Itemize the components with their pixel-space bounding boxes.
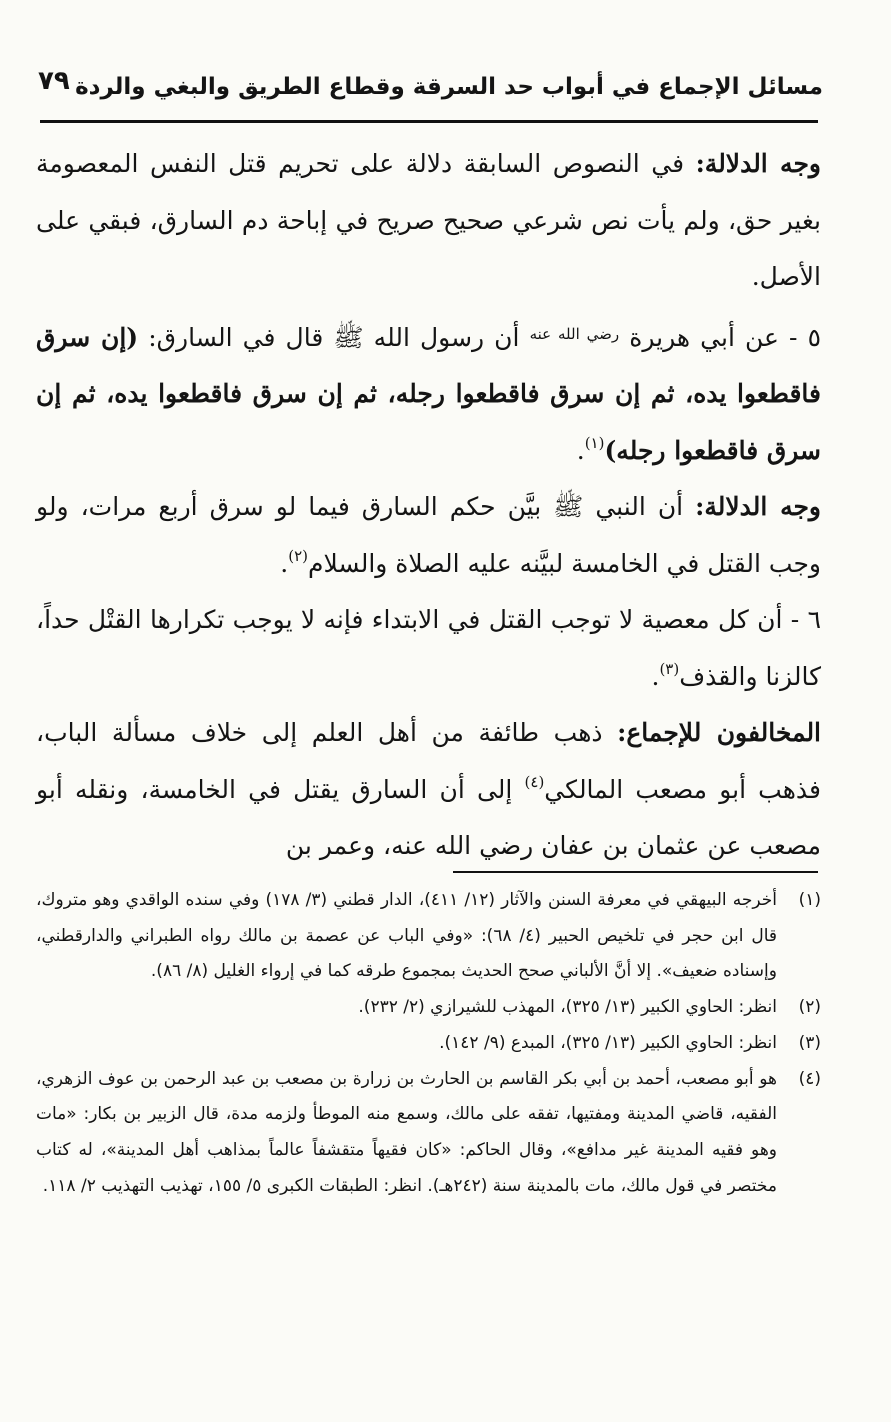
- honorific-companion: رضي الله عنه: [529, 324, 620, 343]
- footnote-number: (٢): [798, 997, 821, 1018]
- main-text: [36, 136, 821, 875]
- paragraph-end: .: [651, 661, 660, 691]
- footnotes: [36, 883, 821, 1204]
- header-rule: [40, 120, 818, 123]
- paragraph-end: .: [576, 435, 585, 465]
- footnote-text: انظر: الحاوي الكبير (١٣/ ٣٢٥)، المبدع (٩/ ١٤٢).: [439, 1032, 777, 1053]
- footnote-ref-2[interactable]: (٢): [288, 546, 309, 565]
- footnote-1: [36, 883, 821, 990]
- footnote-number: (١): [798, 890, 821, 910]
- footnote-number: (٤): [798, 1068, 821, 1089]
- footnote-4: [36, 1062, 821, 1205]
- paragraph-text: ٦ - أن كل معصية لا توجب القتل في الابتداء فإنه لا يوجب تكرارها القتْل حداً، كالزنا والقذف: [36, 605, 821, 691]
- paragraph-text: في النصوص السابقة دلالة على تحريم قتل النفس المعصومة بغير حق، ولم يأت نص شرعي صحيح صريح في إباحة دم السارق، فبقي على الأصل.: [36, 149, 821, 291]
- paragraph-text: أن النبي: [583, 492, 696, 521]
- evidence-heading: وجه الدلالة:: [695, 149, 821, 178]
- footnote-ref-4[interactable]: (٤): [524, 772, 545, 791]
- paragraph-hadith-5: [36, 306, 821, 480]
- footnote-text: أخرجه البيهقي في معرفة السنن والآثار (١٢/ ٤١١)، الدار قطني (٣/ ١٧٨) وفي سنده الواقدي وهو متروك، قال ابن حجر في تلخيص الحبير (٤/ ٦٨): «وفي الباب عن عصمة بن مالك رواه الطبراني والدارقطني، وإسناده ضعيف». إلا أنَّ الألباني صحح الحديث بمجموع طرقه كما في إرواء الغليل (٨/ ٨٦).: [36, 890, 777, 982]
- evidence-heading: وجه الدلالة:: [695, 492, 821, 521]
- footnote-separator: [453, 871, 818, 873]
- footnote-number: (٣): [798, 1032, 821, 1053]
- footnote-text: انظر: الحاوي الكبير (١٣/ ٣٢٥)، المهذب للشيرازي (٢/ ٢٣٢).: [358, 997, 777, 1018]
- paragraph-text: ذهب طائفة من أهل العلم إلى خلاف مسألة الباب، فذهب أبو مصعب المالكي: [36, 718, 821, 804]
- footnote-ref-1[interactable]: (١): [584, 433, 605, 452]
- honorific-prophet: ﷺ: [333, 322, 364, 352]
- paragraph-text: إلى أن السارق يقتل في الخامسة، ونقله أبو مصعب عن عثمان بن عفان رضي الله عنه، وعمر بن: [36, 774, 821, 860]
- paragraph-evidence-1: [36, 136, 821, 306]
- honorific-prophet: ﷺ: [553, 492, 584, 521]
- footnote-2: [36, 990, 821, 1026]
- footnote-ref-3[interactable]: (٣): [659, 659, 680, 678]
- paragraph-point-6: [36, 592, 821, 705]
- running-title: مسائل الإجماع في أبواب حد السرقة وقطاع الطريق والبغي والردة: [75, 74, 823, 100]
- paragraph-text: أن رسول الله: [363, 322, 530, 352]
- paragraph-text: ٥ - عن أبي هريرة: [619, 322, 821, 352]
- paragraph-evidence-2: [36, 479, 821, 592]
- footnote-text: هو أبو مصعب، أحمد بن أبي بكر القاسم بن الحارث بن زرارة بن مصعب بن عبد الرحمن بن عوف الزهري، الفقيه، قاضي المدينة ومفتيها، تفقه على مالك، وسمع منه الموطأ ولزمه مدة، قال الزبير بن بكار: «مات وهو فقيه المدينة غير مدافع»، وقال الحاكم: «كان فقيهاً متقشفاً عالماً بمذاهب أهل المدينة»، له كتاب مختصر في قول مالك، مات بالمدينة سنة (٢٤٢هـ). انظر: الطبقات الكبرى ٥/ ١٥٥، تهذيب التهذيب ٢/ ١١٨.: [36, 1068, 777, 1196]
- hadith-quote: (إن سرق فاقطعوا يده، ثم إن سرق فاقطعوا رجله، ثم إن سرق فاقطعوا يده، ثم إن سرق فاقطعوا رجله): [36, 322, 821, 465]
- paragraph-end: .: [280, 548, 289, 578]
- paragraph-text: بيَّن حكم السارق فيما لو سرق أربع مرات، ولو وجب القتل في الخامسة لبيَّنه عليه الصلاة والسلام: [36, 492, 821, 578]
- paragraph-dissenters: [36, 705, 821, 875]
- page-number: ٧٩: [38, 66, 70, 96]
- dissenters-heading: المخالفون للإجماع:: [617, 718, 822, 747]
- paragraph-text: قال في السارق:: [138, 322, 334, 352]
- footnote-3: [36, 1026, 821, 1062]
